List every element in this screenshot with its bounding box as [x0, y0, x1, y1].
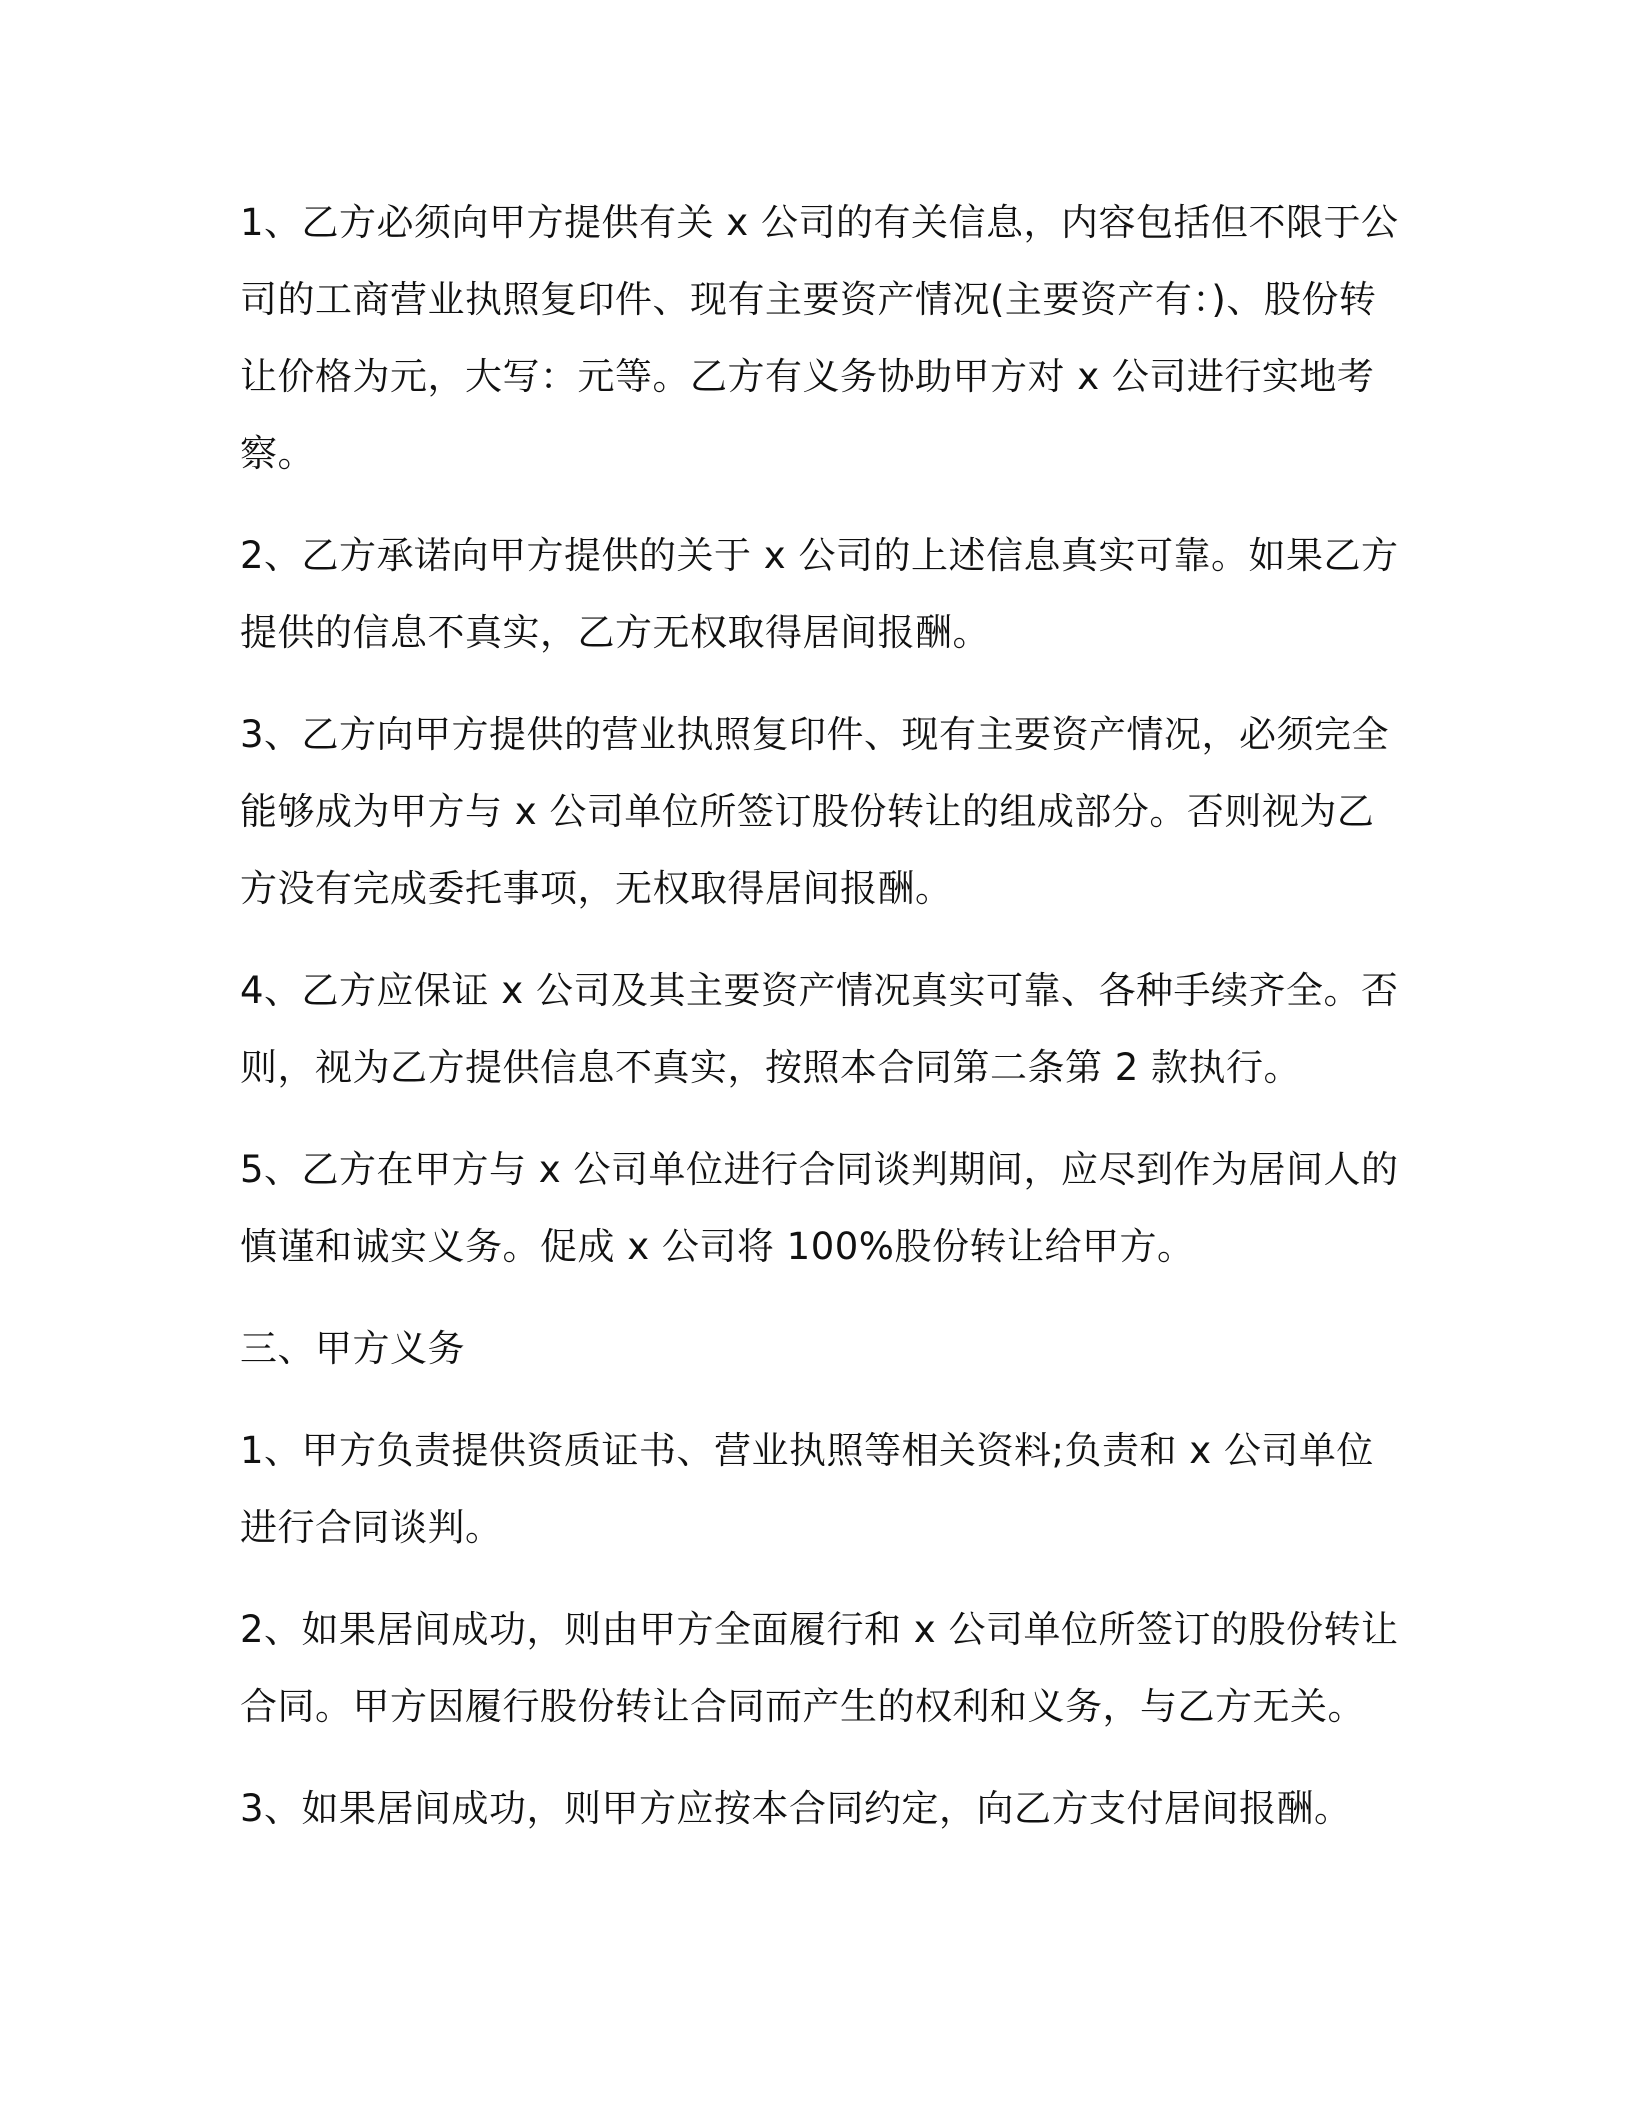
text-line: 1、甲方负责提供资质证书、营业执照等相关资料;负责和 x 公司单位 — [240, 1429, 1374, 1472]
paragraph-obligation-5 — [240, 1131, 1399, 1285]
section-heading: 三、甲方义务 — [240, 1327, 465, 1370]
text-line: 5、乙方在甲方与 x 公司单位进行合同谈判期间，应尽到作为居间人的 — [240, 1148, 1399, 1191]
section-heading-party-a-obligations — [240, 1310, 1392, 1387]
text-line: 进行合同谈判。 — [240, 1506, 503, 1549]
text-line: 司的工商营业执照复印件、现有主要资产情况(主要资产有：)、股份转 — [240, 278, 1377, 321]
text-line: 合同。甲方因履行股份转让合同而产生的权利和义务，与乙方无关。 — [240, 1685, 1365, 1728]
paragraph-party-a-2 — [240, 1591, 1399, 1745]
paragraph-obligation-3 — [240, 696, 1392, 927]
text-line: 让价格为元，大写：元等。乙方有义务协助甲方对 x 公司进行实地考 — [240, 355, 1375, 398]
text-line: 3、乙方向甲方提供的营业执照复印件、现有主要资产情况，必须完全 — [240, 713, 1390, 756]
text-line: 方没有完成委托事项，无权取得居间报酬。 — [240, 867, 953, 910]
text-line: 提供的信息不真实，乙方无权取得居间报酬。 — [240, 611, 990, 654]
text-line: 能够成为甲方与 x 公司单位所签订股份转让的组成部分。否则视为乙 — [240, 790, 1375, 833]
paragraph-obligation-4 — [240, 952, 1399, 1106]
text-line: 察。 — [240, 432, 315, 475]
text-line: 1、乙方必须向甲方提供有关 x 公司的有关信息，内容包括但不限于公 — [240, 201, 1399, 244]
text-line: 慎谨和诚实义务。促成 x 公司将 100%股份转让给甲方。 — [240, 1225, 1195, 1268]
document-body — [240, 184, 1399, 1872]
text-line: 2、乙方承诺向甲方提供的关于 x 公司的上述信息真实可靠。如果乙方 — [240, 534, 1399, 577]
paragraph-obligation-1 — [240, 184, 1399, 492]
paragraph-party-a-1 — [240, 1412, 1392, 1566]
paragraph-obligation-2 — [240, 517, 1399, 671]
text-line: 3、如果居间成功，则甲方应按本合同约定，向乙方支付居间报酬。 — [240, 1787, 1352, 1830]
text-line: 4、乙方应保证 x 公司及其主要资产情况真实可靠、各种手续齐全。否 — [240, 969, 1399, 1012]
text-line: 则，视为乙方提供信息不真实，按照本合同第二条第 2 款执行。 — [240, 1046, 1302, 1089]
text-line: 2、如果居间成功，则由甲方全面履行和 x 公司单位所签订的股份转让 — [240, 1608, 1399, 1651]
paragraph-party-a-3 — [240, 1770, 1392, 1847]
